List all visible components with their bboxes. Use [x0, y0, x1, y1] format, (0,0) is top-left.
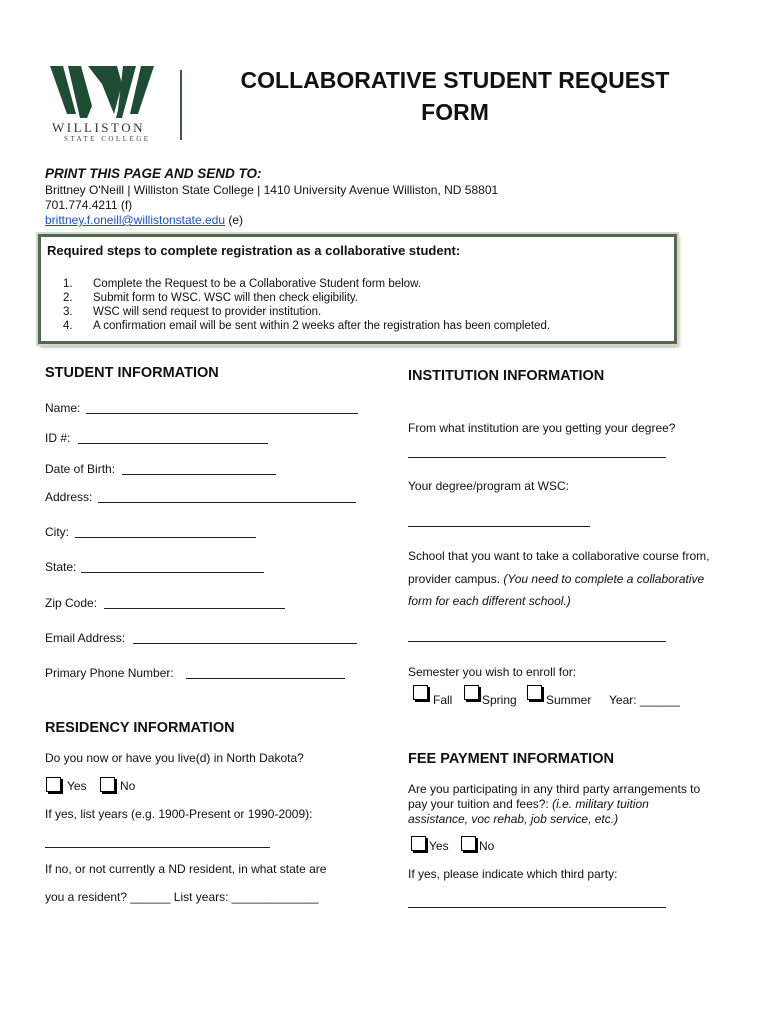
- send-to-email-suffix: (e): [225, 213, 244, 227]
- name-field[interactable]: [86, 401, 358, 414]
- required-steps-list: [63, 277, 550, 333]
- fall-checkbox[interactable]: [413, 685, 428, 700]
- residency-info-heading: RESIDENCY INFORMATION: [45, 720, 235, 736]
- id-field[interactable]: [78, 431, 268, 444]
- semester-question: Semester you wish to enroll for:: [408, 665, 577, 679]
- phone-label: Primary Phone Number:: [45, 666, 174, 680]
- step-text: Complete the Request to be a Collaborative Student form below.: [93, 278, 421, 290]
- year-field[interactable]: Year: ______: [609, 693, 680, 707]
- residency-no-label: No: [120, 779, 136, 793]
- institution-info-heading: INSTITUTION INFORMATION: [408, 368, 605, 384]
- provider-school-question: School that you want to take a collaborative course from,: [408, 549, 710, 563]
- step-text: A confirmation email will be sent within 2 weeks after the registration has been completed.: [93, 320, 551, 332]
- third-party-which-question: If yes, please indicate which third party:: [408, 867, 618, 881]
- address-field[interactable]: [98, 490, 356, 503]
- step-number: 2.: [63, 292, 73, 304]
- provider-campus-text: provider campus.: [408, 572, 504, 586]
- student-info-heading: STUDENT INFORMATION: [45, 365, 219, 381]
- wsc-program-field[interactable]: [408, 514, 590, 527]
- email-field[interactable]: [133, 631, 357, 644]
- required-steps-box: [38, 234, 677, 344]
- wsc-program-question: Your degree/program at WSC:: [408, 479, 569, 493]
- title-line-1: COLLABORATIVE STUDENT REQUEST: [240, 67, 670, 93]
- logo-name: WILLISTON: [52, 120, 146, 135]
- provider-note-2: form for each different school.): [408, 594, 571, 608]
- summer-label: Summer: [546, 693, 592, 707]
- step-number: 1.: [63, 278, 73, 290]
- dob-label: Date of Birth:: [45, 462, 116, 476]
- williston-w-logo-icon: [50, 66, 155, 118]
- logo-subtitle: STATE COLLEGE: [64, 135, 151, 143]
- residency-no-checkbox[interactable]: [100, 777, 115, 792]
- third-party-no-label: No: [479, 839, 495, 853]
- required-steps-title: Required steps to complete registration as a collaborative student:: [47, 243, 461, 258]
- state-field[interactable]: [81, 560, 264, 573]
- phone-field[interactable]: [186, 666, 345, 679]
- residency-question: Do you now or have you live(d) in North Dakota?: [45, 751, 304, 765]
- third-party-which-field[interactable]: [408, 895, 666, 908]
- send-to-address: Brittney O'Neill | Williston State College | 1410 University Avenue Williston, ND 58801: [45, 183, 499, 197]
- send-to-fax: 701.774.4211 (f): [45, 198, 133, 212]
- list-item: [63, 319, 550, 333]
- state-label: State:: [45, 560, 77, 574]
- spring-checkbox[interactable]: [464, 685, 479, 700]
- residency-years-question: If yes, list years (e.g. 1900-Present or 1990-2009):: [45, 807, 313, 821]
- dob-field[interactable]: [122, 462, 276, 475]
- list-item: [63, 277, 550, 291]
- step-number: 4.: [63, 320, 73, 332]
- resident-state-question: If no, or not currently a ND resident, in what state are: [45, 862, 327, 876]
- name-label: Name:: [45, 401, 81, 415]
- zip-label: Zip Code:: [45, 596, 98, 610]
- provider-school-question-cont: [408, 572, 704, 586]
- residency-years-field[interactable]: [45, 835, 270, 848]
- residency-yes-checkbox[interactable]: [46, 777, 61, 792]
- fall-label: Fall: [433, 693, 453, 707]
- title-line-2: FORM: [421, 99, 489, 125]
- city-field[interactable]: [75, 525, 256, 538]
- send-to-email-link[interactable]: brittney.f.oneill@willistonstate.edu: [45, 213, 226, 227]
- third-party-text: pay your tuition and fees?:: [408, 797, 553, 811]
- fee-payment-heading: FEE PAYMENT INFORMATION: [408, 751, 614, 767]
- list-item: [63, 291, 550, 305]
- step-text: Submit form to WSC. WSC will then check eligibility.: [93, 292, 358, 304]
- city-label: City:: [45, 525, 69, 539]
- third-party-yes-checkbox[interactable]: [411, 836, 426, 851]
- third-party-note-2: assistance, voc rehab, job service, etc.): [408, 812, 619, 826]
- spring-label: Spring: [482, 693, 517, 707]
- residency-yes-label: Yes: [67, 779, 87, 793]
- third-party-note-1: (i.e. military tuition: [552, 797, 649, 811]
- header-divider: [180, 70, 182, 140]
- step-number: 3.: [63, 306, 73, 318]
- address-label: Address:: [45, 490, 93, 504]
- id-label: ID #:: [45, 431, 71, 445]
- provider-school-field[interactable]: [408, 629, 666, 642]
- third-party-question-cont: [408, 797, 649, 811]
- third-party-yes-label: Yes: [429, 839, 449, 853]
- send-to-heading: PRINT THIS PAGE AND SEND TO:: [45, 166, 262, 181]
- page-title: [200, 64, 710, 128]
- zip-field[interactable]: [104, 596, 285, 609]
- email-label: Email Address:: [45, 631, 126, 645]
- step-text: WSC will send request to provider institution.: [93, 306, 322, 318]
- degree-institution-field[interactable]: [408, 445, 666, 458]
- send-to-email-line: [45, 213, 243, 227]
- provider-note-1: (You need to complete a collaborative: [503, 572, 705, 586]
- degree-institution-question: From what institution are you getting your degree?: [408, 421, 676, 435]
- third-party-question: Are you participating in any third party arrangements to: [408, 782, 701, 796]
- list-item: [63, 305, 550, 319]
- summer-checkbox[interactable]: [527, 685, 542, 700]
- resident-state-fields[interactable]: you a resident? ______ List years: _____________: [45, 890, 319, 904]
- third-party-no-checkbox[interactable]: [461, 836, 476, 851]
